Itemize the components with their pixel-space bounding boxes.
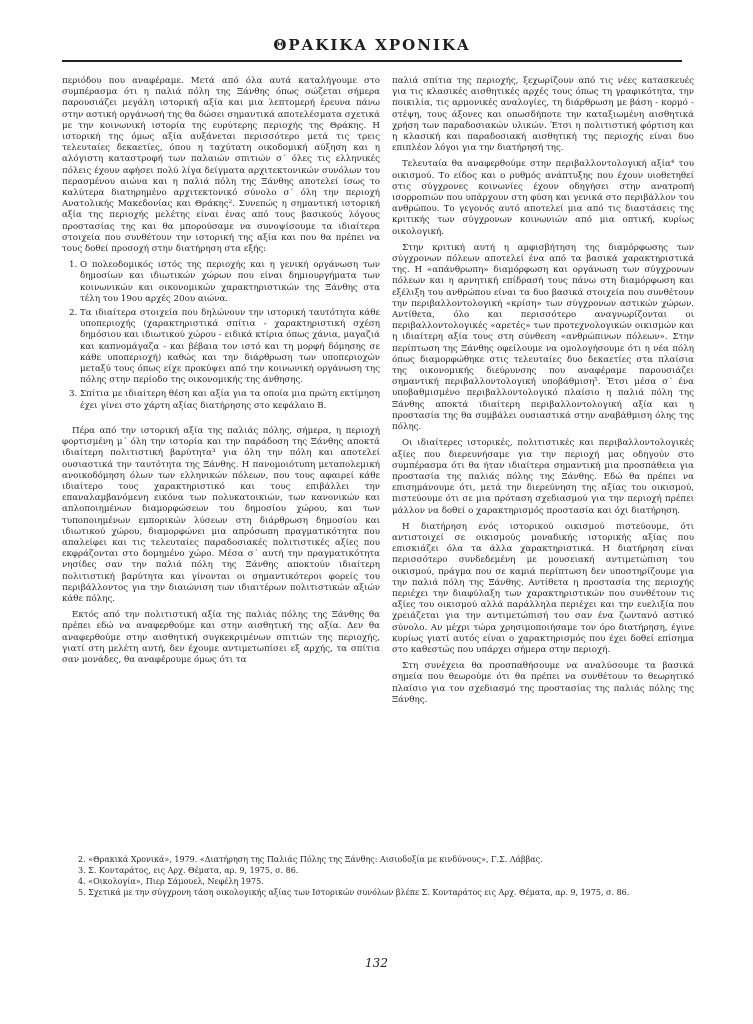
paragraph: Τελευταία θα αναφερθούμε στην περιβαλλοντολογική αξία⁴ του οικισμού. Το είδος και ο ρυθμός ανάπτυξης που έχουν υιοθετηθεί στις σύγχρονες κοινωνίες έχουν οδηγήσει στην ανατροπή ισορροπιών που υπάρχουν στη φύση και γενικά στο περιβάλλον του ανθρώπου. Το γεγονός αυτό αποτελεί μια από τις διαστάσεις της κριτικής των σύγχρονων κοινωνιών από μια οπτική, κυρίως οικολογική. bbox=[392, 159, 694, 237]
header-rule bbox=[62, 60, 682, 62]
paragraph: Οι ιδιαίτερες ιστορικές, πολιτιστικές και περιβαλλοντολογικές αξίες που διερευνήσαμε για την περιοχή μας οδηγούν στο συμπέρασμα ότι θα ήταν ιδιαίτερα σημαντική μια προσπάθεια για προστασία της παλιάς πόλης της Ξάνθης. Εδώ θα πρέπει να επισημάνουμε ότι, μετά την διερεύνηση της αξίας του οικισμού, πιστεύουμε ότι σε μια πρόταση σχεδιασμού για την περιοχή πρέπει μάλλον να δοθεί ο χαρακτηρισμός προστασία και όχι διατήρηση. bbox=[392, 438, 694, 516]
footnote: 5. Σχετικά με την σύγχρονη τάση οικολογικής αξίας των Ιστορικών συνόλων βλέπε Σ. Κονταράτος εις Αρχ. Θέματα, αρ. 9, 1975, σ. 86. bbox=[78, 888, 630, 897]
footnote: 3. Σ. Κονταράτος, εις Αρχ. Θέματα, αρ. 9, 1975, σ. 86. bbox=[78, 866, 299, 875]
footnote: 4. «Οικολογία», Πιερ Σάμουελ, Νεφέλη 1975. bbox=[78, 877, 264, 886]
paragraph: Η διατήρηση ενός ιστορικού οικισμού πιστεύουμε, ότι αντιστοιχεί σε οικισμούς μοναδικής ιστορικής αξίας που επισκιάζει όλα τα άλλα χαρακτηριστικά. Η διατήρηση είναι περισσότερο συνδεδεμένη με μουσειακή αντιμετώπιση του οικισμού, πράγμα που σε καμιά περίπτωση δεν υποστηρίζουμε για την παλιά πόλη της Ξάνθης. Αντίθετα η προστασία της περιοχής περιέχει την διαφύλαξη των χαρακτηριστικών που συνθέτουν τις αξίες του οικισμού αλλά παράλληλα περιέχει και την ευελιξία που χρειάζεται για την αντιμετώπισή του σαν ένα ζωντανό αστικό σύνολο. Αν μέχρι τώρα χρησιμοποιήσαμε τον όρο διατήρηση, έγινε κυρίως γιατί αυτός είναι ο χαρακτηρισμός που έχει δοθεί επίσημα στο καθεστώς που υπάρχει σήμερα στην περιοχή. bbox=[392, 521, 694, 655]
list-item: 1. Ο πολεοδομικός ιστός της περιοχής και η γενική οργάνωση των δημοσίων και ιδιωτικών χώρων που είναι δημιουργήματα των κοινωνικών και οικονομικών χαρακτηριστικών της Ξάνθης στα τέλη του 19ου αρχές 20ου αιώνα. bbox=[80, 260, 380, 305]
paragraph: Εκτός από την πολιτιστική αξία της παλιάς πόλης της Ξάνθης θα πρέπει εδώ να αναφερθούμε και στην αισθητική της αξία. Δεν θα αναφερθούμε στην αισθητική συγκεκριμένων σπιτιών της περιοχής, γιατί στη μελέτη αυτή, δεν έχουμε αντιμετωπίσει εξ αρχής, τα σπίτια σαν μονάδες, θα αναφέρουμε όμως ότι τα bbox=[62, 610, 380, 665]
paragraph: περιόδου που αναφέραμε. Μετά από όλα αυτά καταλήγουμε στο συμπέρασμα ότι η παλιά πόλη της Ξάνθης όπως σώζεται σήμερα παρουσιάζει μεγάλη ιστορική αξία και μια λεπτομερή έρευνα πάνω στην αστική οργάνωσή της θα δώσει σημαντικά αποτελέσματα σχετικά με την κοινωνική ιστορία της ευρύτερης περιοχής της Θράκης. Η ιστορική της όμως αξία αυξάνεται περισσότερο μετά τις τρεις τελευταίες δεκαετίες, όπου η ταχύτατη οικοδομική αύξηση και η αλόγιστη καταστροφή των παλαιών σπιτιών σ΄ όλες τις ελληνικές πόλεις έχουν αφήσει πολύ λίγα δείγματα αρχιτεκτονικών συνόλων του περασμένου αιώνα και η παλιά πόλη της Ξάνθης αποτελεί ίσως το καλύτερα διατηρημένο αρχιτεκτονικό σύνολο σ΄ όλη την περιοχή Ανατολικής Μακεδονίας και Θράκης². Συνεπώς η σημαντική ιστορική αξία της περιοχής μελέτης είναι ένας από τους βασικούς λόγους προστασίας της και θα μπορούσαμε να συνοψίσουμε τα ιδιαίτερα στοιχεία που συνθέτουν την ιστορική της αξία και που θα πρέπει να τους δοθεί προσοχή στην διατήρηση στα εξής: bbox=[62, 76, 380, 255]
list-item: 3. Σπίτια με ιδιαίτερη θέση και αξία για τα οποία μια πρώτη εκτίμηση έχει γίνει στο χάρτη αξίας διατήρησης στο κεφάλαιο Β. bbox=[80, 389, 380, 411]
paragraph: παλιά σπίτια της περιοχής, ξεχωρίζουν από τις νέες κατασκευές για τις κλασικές αισθητικές αρχές τους όπως τη γραφικότητα, την ποικιλία, τις αρμονικές αναλογίες, τη διάρθρωση με βάση - κορμό - στέψη, τους άξονες και οπωσδήποτε την καταξιωμένη αισθητικά χρήση των παραδοσιακών υλικών. Έτσι η πολιτιστική φόρτιση και η κλασική και παραδοσιακή αισθητική της περιοχής είναι δυο επιπλέον λόγοι για την διατήρησή της. bbox=[392, 76, 694, 154]
list-item: 2. Τα ιδιαίτερα στοιχεία που δηλώνουν την ιστορική ταυτότητα κάθε υποπεριοχής (χαρακτηριστικά σπίτια - χαρακτηριστική σχέση δημόσιου και ιδιωτικού χώρου - ειδικά κτίρια όπως χάνια, μαγαζιά και καπνομάγαζα - και βέβαια τον ιστό και τη μορφή δόμησης σε κάθε υποπεριοχή) καθώς και την διάρθρωση των υποπεριοχών μεταξύ τους όπως είχε προκύψει από την κοινωνική οργάνωση της πόλης στην περίοδο της οικονομικής της άνθησης. bbox=[80, 308, 380, 386]
paragraph: Πέρα από την ιστορική αξία της παλιάς πόλης, σήμερα, η περιοχή φορτισμένη μ΄ όλη την ιστορία και την παράδοση της Ξάνθης αποκτά ιδιαίτερη πολιτιστική βαρύτητα³ για όλη την πόλη και αποτελεί ουσιαστικά την ταυτότητα της Ξάνθης. Η πανομοιότυπη μεταπολεμική ανοικοδόμηση όλων των ελληνικών πόλεων, που τους αφαιρεί κάθε ιδιαίτερο τους χαρακτηριστικό και τους επιβάλλει την επαναλαμβανόμενη εικόνα των πολυκατοικιών, των κανονικών και απλοποιημένων διαμορφώσεων του δημοσίου χώρου, και των τυποποιημένων εμπορικών λύσεων στη διάρθρωση δημοσίου και ιδιωτικού χώρου, διαμορφώνει μια απρόσωπη πραγματικότητα που απαλείφει και τις τελευταίες παραδοσιακές πολιτιστικές αξίες που εκφράζονται στο δομημένο χώρο. Μέσα σ΄ αυτή την πραγματικότητα νησίδες σαν την παλιά πόλη της Ξάνθης αποκτούν ιδιαίτερη πολιτιστική βαρύτητα και γίνονται οι σημαντικότεροι φορείς του περιβάλλοντος για την διαιώνιση των ιδιαιτέρων πολιτιστικών αξιών κάθε πόλης. bbox=[62, 425, 380, 604]
paragraph: Στην κριτική αυτή η αμφισβήτηση της διαμόρφωσης των σύγχρονων πόλεων αποτελεί ένα από τα βασικά χαρακτηριστικά της. Η «απάνθρωπη» διαμόρφωση και οργάνωση των σύγχρονων πόλεων και η αρνητική επίδρασή τους πάνω στη διαμόρφωση και εξέλιξη του ανθρώπου είναι τα δυο βασικά στοιχεία που συνθέτουν την περιβαλλοντολογική «κρίση» των σύγχρονων αστικών χώρων. Αντίθετα, όλο και περισσότερο αναγνωρίζονται οι περιβαλλοντολογικές «αρετές» των προτεχνολογικών οικισμών και η ιδιαίτερη αξία τους στη σύνθεση «ανθρώπινων πόλεων». Στην περίπτωση της Ξάνθης οφείλουμε να ομολογήσουμε ότι η νέα πόλη όπως διαμορφώθηκε στις τελευταίες δυο δεκαετίες στα πλαίσια της οικονομικής διεύρυνσης που αναφέραμε παρουσιάζει σημαντική περιβαλλοντολογική υποβάθμιση⁵. Έτσι μέσα σ΄ ένα υποβαθμισμένο περιβαλλοντολογικό πλαίσιο η παλιά πόλη της Ξάνθης αποκτά ιδιαίτερη περιβαλλοντολογική αξία και η προστασία της θα συμβάλει ουσιαστικά στην αναβάθμιση όλης της πόλης. bbox=[392, 242, 694, 433]
footnotes bbox=[78, 854, 678, 898]
right-column bbox=[392, 76, 694, 711]
journal-title: ΘΡΑΚΙΚΑ ΧΡΟΝΙΚΑ bbox=[273, 36, 471, 54]
paragraph: Στη συνέχεια θα προσπαθήσουμε να αναλύσουμε τα βασικά σημεία που θεωρούμε ότι θα πρέπει να συνθέτουν το θεωρητικό πλαίσιο για τον σχεδιασμό της προστασίας της παλιάς πόλης της Ξάνθης. bbox=[392, 661, 694, 705]
footnote: 2. «Θρακικά Χρονικά», 1979. «Διατήρηση της Παλιάς Πόλης της Ξάνθης: Αισιοδοξία με κινδύνους», Γ.Σ. Λάββας. bbox=[78, 855, 543, 864]
numbered-list bbox=[62, 260, 380, 412]
left-column bbox=[62, 76, 380, 671]
page-number: 132 bbox=[365, 956, 388, 970]
running-header bbox=[62, 36, 682, 62]
